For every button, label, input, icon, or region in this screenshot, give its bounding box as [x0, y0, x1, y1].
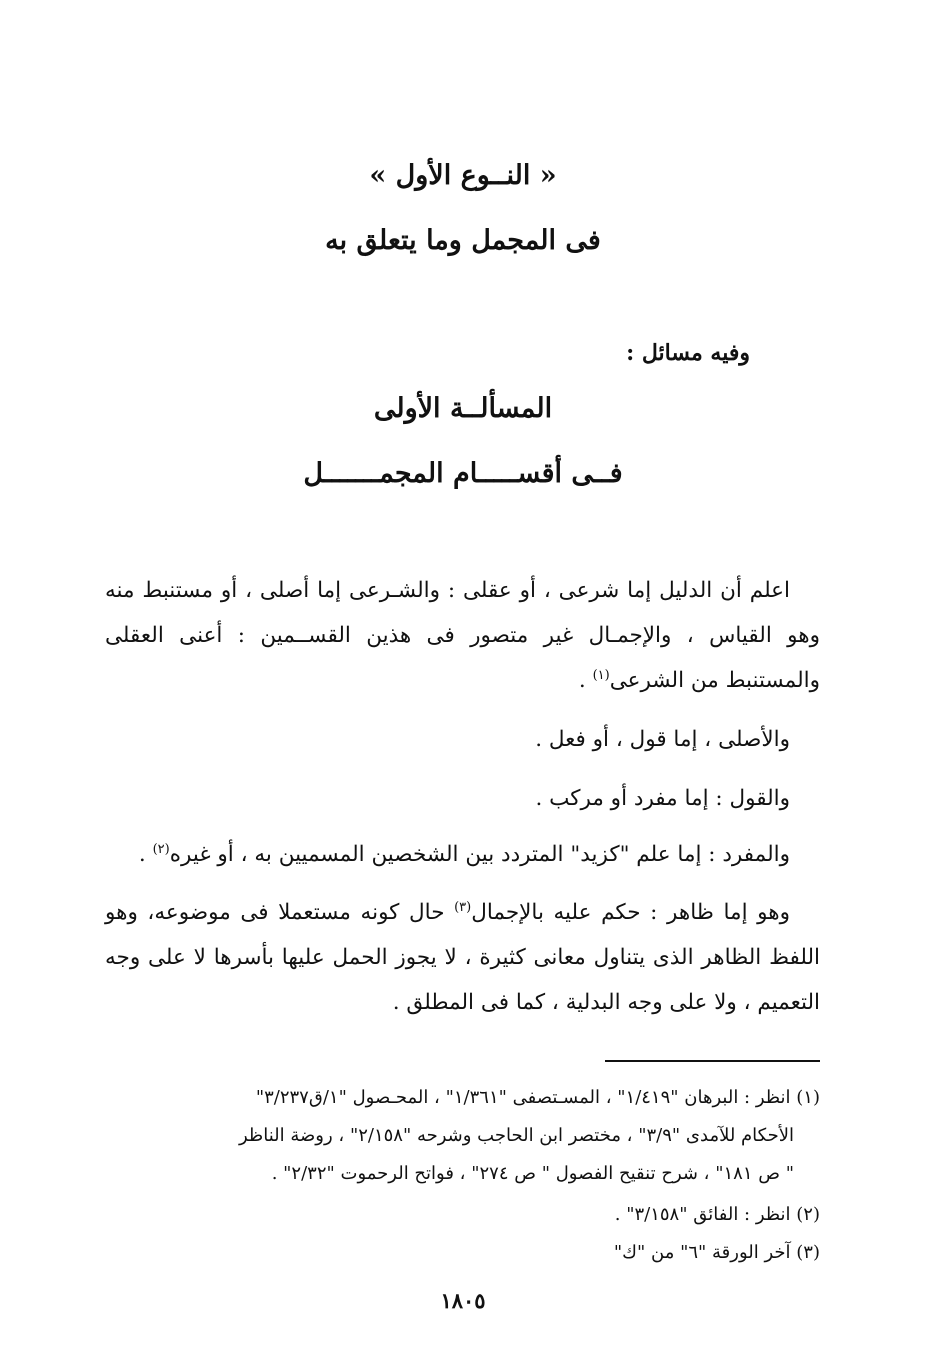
footnote-1-line-1: (١) انظر : البرهان "١/٤١٩" ، المسـتصفى "١/٣٦١" ، المحـصول "١/ق٣/٢٣٧"	[255, 1087, 820, 1108]
paragraph-5-text-a: وهو إما ظاهر : حكم عليه بالإجمال	[471, 900, 790, 925]
footnote-1	[105, 1079, 820, 1193]
paragraph-2	[105, 717, 820, 762]
chapter-subtitle: فى المجمل وما يتعلق به	[325, 225, 601, 256]
paragraph-1-end: .	[578, 668, 593, 693]
paragraph-4-end: .	[138, 842, 153, 867]
page-number: ١٨٠٥	[440, 1288, 486, 1313]
paragraph-2-text: والأصلى ، إما قول ، أو فعل .	[535, 727, 790, 752]
chapter-title: « النــوع الأول »	[369, 160, 557, 191]
footnote-3: (٣) آخر الورقة "٦" من "ك"	[613, 1242, 820, 1263]
paragraph-3-text: والقول : إما مفرد أو مركب .	[535, 786, 790, 811]
paragraph-1	[105, 568, 820, 703]
footnote-1-line-3: " ص ١٨١" ، شرح تنقيح الفصول " ص ٢٧٤" ، فواتح الرحموت "٢/٣٢" .	[271, 1163, 794, 1184]
paragraph-5-text-b: حال كونه مستعملا فى موضوعه، وهو اللفظ الظاهر الذى يتناول معانى كثيرة ، لا يجوز الحمل عليها بأسرها لا على وجه التعميم ، ولا على وجه البدلية ، كما فى المطلق .	[105, 900, 820, 1015]
footnote-separator	[605, 1060, 820, 1062]
paragraph-3	[105, 776, 820, 821]
paragraph-4-text: والمفرد : إما علم "كزيد" المتردد بين الشخصين المسميين به ، أو غيره	[169, 842, 790, 867]
issue-title: المسألــة الأولى	[373, 393, 553, 424]
footnote-ref-1: (١)	[592, 667, 610, 683]
footnote-ref-3: (٣)	[454, 899, 472, 915]
footnote-2: (٢) انظر : الفائق "٣/١٥٨" .	[614, 1204, 820, 1225]
issue-subtitle: فــى أقســـــام المجمـــــــل	[303, 458, 623, 489]
footnote-1-line-2: الأحكام للآمدى "٣/٩" ، مختصر ابن الحاجب وشرحه "٢/١٥٨" ، روضة الناظر	[238, 1125, 794, 1146]
paragraph-4	[105, 832, 820, 877]
footnote-ref-2: (٢)	[152, 841, 170, 857]
paragraph-1-text: اعلم أن الدليل إما شرعى ، أو عقلى : والشـرعى إما أصلى ، أو مستنبط منه وهو القياس ، والإجمـال غير متصور فى هذين القســمين : أعنى العقلى والمستنبط من الشرعى	[105, 578, 820, 693]
paragraph-5	[105, 890, 820, 1025]
intro-line: وفيه مسائل :	[626, 340, 750, 366]
